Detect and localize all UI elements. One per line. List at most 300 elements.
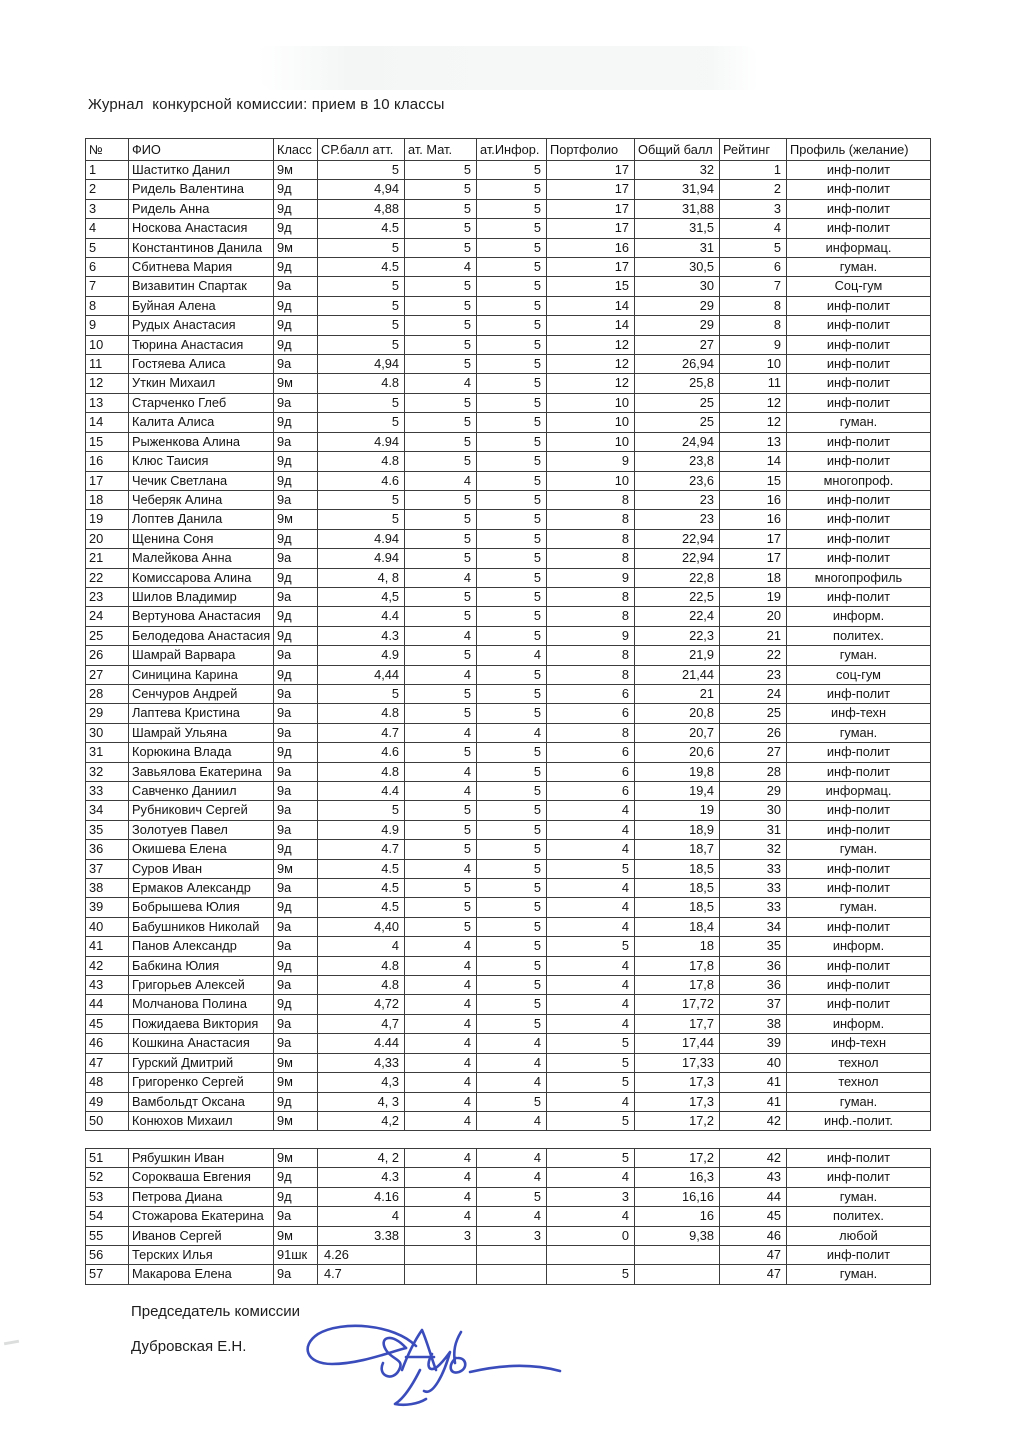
cell-rating: 35: [720, 937, 787, 956]
cell-fio: Молчанова Полина: [129, 995, 274, 1014]
cell-num: 53: [86, 1187, 129, 1206]
cell-profile: соц-гум: [787, 665, 931, 684]
table-row: [86, 316, 931, 335]
cell-class: 9а: [274, 704, 318, 723]
header-row: [86, 139, 931, 161]
cell-portfolio: 8: [547, 723, 635, 742]
cell-rating: 33: [720, 859, 787, 878]
cell-math: 4: [405, 665, 477, 684]
cell-profile: инф-полит: [787, 587, 931, 606]
cell-informatics: 4: [477, 1034, 547, 1053]
cell-total: 17,44: [635, 1034, 720, 1053]
cell-class: 9д: [274, 180, 318, 199]
cell-class: 9м: [274, 510, 318, 529]
cell-avg-attestat: 4: [318, 937, 405, 956]
cell-num: 48: [86, 1073, 129, 1092]
cell-profile: инф-полит: [787, 296, 931, 315]
cell-informatics: 5: [477, 413, 547, 432]
cell-rating: 16: [720, 490, 787, 509]
cell-informatics: 5: [477, 1187, 547, 1206]
table-row: [86, 607, 931, 626]
cell-math: 5: [405, 529, 477, 548]
cell-class: 9м: [274, 1053, 318, 1072]
cell-avg-attestat: 5: [318, 393, 405, 412]
cell-total: 19,4: [635, 782, 720, 801]
cell-profile: инф-полит: [787, 510, 931, 529]
cell-profile: гуман.: [787, 898, 931, 917]
cell-informatics: 5: [477, 490, 547, 509]
cell-portfolio: 6: [547, 762, 635, 781]
cell-math: 4: [405, 1111, 477, 1130]
cell-fio: Гостяева Алиса: [129, 355, 274, 374]
cell-rating: 2: [720, 180, 787, 199]
cell-avg-attestat: 4: [318, 1207, 405, 1226]
cell-total: 20,6: [635, 743, 720, 762]
cell-informatics: 5: [477, 684, 547, 703]
cell-fio: Чеберяк Алина: [129, 490, 274, 509]
cell-math: 5: [405, 180, 477, 199]
cell-fio: Ридель Валентина: [129, 180, 274, 199]
cell-avg-attestat: 4.16: [318, 1187, 405, 1206]
cell-rating: 10: [720, 355, 787, 374]
cell-math: 5: [405, 879, 477, 898]
cell-informatics: [477, 1265, 547, 1284]
cell-informatics: 4: [477, 1149, 547, 1168]
cell-informatics: 5: [477, 432, 547, 451]
header-rating: Рейтинг: [720, 139, 787, 161]
cell-rating: 47: [720, 1246, 787, 1265]
cell-total: 31,94: [635, 180, 720, 199]
cell-fio: Константинов Данила: [129, 238, 274, 257]
cell-num: 43: [86, 976, 129, 995]
cell-total: 24,94: [635, 432, 720, 451]
cell-total: 18,5: [635, 879, 720, 898]
cell-math: 4: [405, 995, 477, 1014]
cell-num: 3: [86, 199, 129, 218]
cell-profile: инф-полит: [787, 917, 931, 936]
cell-math: 5: [405, 413, 477, 432]
cell-math: 5: [405, 432, 477, 451]
cell-math: [405, 1246, 477, 1265]
cell-avg-attestat: 4.94: [318, 549, 405, 568]
table-row: [86, 879, 931, 898]
cell-rating: 15: [720, 471, 787, 490]
table-row: [86, 684, 931, 703]
cell-informatics: [477, 1246, 547, 1265]
cell-profile: инф-полит: [787, 684, 931, 703]
cell-math: 4: [405, 626, 477, 645]
cell-fio: Клюс Таисия: [129, 452, 274, 471]
table-row: [86, 665, 931, 684]
cell-fio: Комиссарова Алина: [129, 568, 274, 587]
table-row: [86, 1265, 931, 1284]
cell-fio: Григорьев Алексей: [129, 976, 274, 995]
cell-class: 9а: [274, 393, 318, 412]
table-row: [86, 335, 931, 354]
cell-informatics: 5: [477, 762, 547, 781]
table-row: [86, 859, 931, 878]
cell-num: 11: [86, 355, 129, 374]
cell-informatics: 5: [477, 626, 547, 645]
cell-avg-attestat: 4.8: [318, 976, 405, 995]
cell-math: 5: [405, 219, 477, 238]
table-row: [86, 1168, 931, 1187]
cell-num: 25: [86, 626, 129, 645]
cell-profile: инф-полит: [787, 432, 931, 451]
cell-avg-attestat: 5: [318, 510, 405, 529]
cell-profile: информ.: [787, 1014, 931, 1033]
cell-fio: Рудых Анастасия: [129, 316, 274, 335]
cell-fio: Конюхов Михаил: [129, 1111, 274, 1130]
cell-math: 4: [405, 1014, 477, 1033]
cell-total: 21,44: [635, 665, 720, 684]
cell-num: 36: [86, 840, 129, 859]
cell-informatics: 5: [477, 471, 547, 490]
table-row: [86, 219, 931, 238]
cell-num: 24: [86, 607, 129, 626]
cell-num: 35: [86, 820, 129, 839]
cell-total: 18,5: [635, 859, 720, 878]
cell-class: 9д: [274, 413, 318, 432]
cell-fio: Макарова Елена: [129, 1265, 274, 1284]
table-row: [86, 995, 931, 1014]
cell-num: 9: [86, 316, 129, 335]
cell-avg-attestat: 4.8: [318, 956, 405, 975]
cell-num: 33: [86, 782, 129, 801]
cell-fio: Сенчуров Андрей: [129, 684, 274, 703]
cell-num: 6: [86, 258, 129, 277]
cell-profile: политех.: [787, 626, 931, 645]
cell-fio: Терских Илья: [129, 1246, 274, 1265]
cell-total: 21: [635, 684, 720, 703]
table-row: [86, 1034, 931, 1053]
cell-portfolio: 4: [547, 801, 635, 820]
cell-math: 5: [405, 917, 477, 936]
cell-class: 9м: [274, 374, 318, 393]
cell-portfolio: 5: [547, 937, 635, 956]
cell-class: 9а: [274, 684, 318, 703]
cell-informatics: 5: [477, 296, 547, 315]
cell-num: 16: [86, 452, 129, 471]
cell-class: 91шк: [274, 1246, 318, 1265]
cell-informatics: 5: [477, 665, 547, 684]
cell-profile: инф-полит: [787, 316, 931, 335]
cell-class: 9д: [274, 1092, 318, 1111]
cell-informatics: 5: [477, 238, 547, 257]
cell-rating: 17: [720, 529, 787, 548]
table-row: [86, 180, 931, 199]
cell-avg-attestat: 5: [318, 413, 405, 432]
cell-portfolio: 5: [547, 1053, 635, 1072]
cell-num: 30: [86, 723, 129, 742]
cell-math: 4: [405, 937, 477, 956]
cell-math: 5: [405, 607, 477, 626]
cell-rating: 37: [720, 995, 787, 1014]
cell-total: 23: [635, 510, 720, 529]
cell-rating: 3: [720, 199, 787, 218]
cell-portfolio: 17: [547, 180, 635, 199]
table-row: [86, 917, 931, 936]
cell-avg-attestat: 4,88: [318, 199, 405, 218]
cell-num: 49: [86, 1092, 129, 1111]
cell-class: 9д: [274, 316, 318, 335]
cell-rating: 21: [720, 626, 787, 645]
cell-avg-attestat: 4,94: [318, 180, 405, 199]
header-avg-attestat: СР.балл атт.: [318, 139, 405, 161]
cell-profile: инф-полит: [787, 956, 931, 975]
cell-class: 9д: [274, 898, 318, 917]
cell-total: 17,2: [635, 1149, 720, 1168]
cell-math: 5: [405, 296, 477, 315]
cell-num: 22: [86, 568, 129, 587]
cell-math: 5: [405, 743, 477, 762]
cell-rating: 47: [720, 1265, 787, 1284]
cell-math: 5: [405, 840, 477, 859]
cell-fio: Савченко Даниил: [129, 782, 274, 801]
cell-fio: Вертунова Анастасия: [129, 607, 274, 626]
cell-avg-attestat: 4.9: [318, 820, 405, 839]
cell-portfolio: 17: [547, 258, 635, 277]
cell-fio: Малейкова Анна: [129, 549, 274, 568]
cell-portfolio: 10: [547, 413, 635, 432]
table-row: [86, 490, 931, 509]
cell-class: 9а: [274, 723, 318, 742]
cell-class: 9а: [274, 277, 318, 296]
cell-num: 1: [86, 161, 129, 180]
cell-num: 8: [86, 296, 129, 315]
committee-chair-name: Дубровская Е.Н.: [131, 1338, 247, 1355]
cell-rating: 6: [720, 258, 787, 277]
table-row: [86, 238, 931, 257]
cell-num: 19: [86, 510, 129, 529]
cell-informatics: 5: [477, 801, 547, 820]
cell-informatics: 5: [477, 743, 547, 762]
cell-avg-attestat: 4.8: [318, 374, 405, 393]
cell-portfolio: 9: [547, 452, 635, 471]
cell-profile: технол: [787, 1053, 931, 1072]
cell-rating: 8: [720, 296, 787, 315]
cell-class: 9а: [274, 801, 318, 820]
cell-math: 5: [405, 452, 477, 471]
cell-num: 34: [86, 801, 129, 820]
cell-math: 5: [405, 316, 477, 335]
cell-total: 26,94: [635, 355, 720, 374]
cell-class: 9м: [274, 1111, 318, 1130]
table-row: [86, 782, 931, 801]
cell-total: 25: [635, 393, 720, 412]
cell-portfolio: 5: [547, 1111, 635, 1130]
cell-profile: гуман.: [787, 723, 931, 742]
cell-informatics: 4: [477, 1168, 547, 1187]
cell-profile: гуман.: [787, 646, 931, 665]
cell-math: 5: [405, 820, 477, 839]
cell-total: 22,94: [635, 549, 720, 568]
cell-informatics: 5: [477, 917, 547, 936]
cell-rating: 23: [720, 665, 787, 684]
cell-fio: Носкова Анастасия: [129, 219, 274, 238]
cell-total: 25,8: [635, 374, 720, 393]
cell-fio: Вамбольдт Оксана: [129, 1092, 274, 1111]
cell-informatics: 4: [477, 646, 547, 665]
cell-rating: 5: [720, 238, 787, 257]
cell-num: 15: [86, 432, 129, 451]
cell-portfolio: 4: [547, 1168, 635, 1187]
cell-portfolio: 14: [547, 316, 635, 335]
cell-avg-attestat: 4.8: [318, 762, 405, 781]
cell-fio: Буйная Алена: [129, 296, 274, 315]
cell-math: 4: [405, 1053, 477, 1072]
cell-rating: 41: [720, 1092, 787, 1111]
cell-total: 16,16: [635, 1187, 720, 1206]
cell-profile: инф-полит: [787, 180, 931, 199]
cell-num: 31: [86, 743, 129, 762]
cell-class: 9а: [274, 820, 318, 839]
cell-portfolio: 8: [547, 646, 635, 665]
cell-avg-attestat: 4.7: [318, 840, 405, 859]
cell-total: 30,5: [635, 258, 720, 277]
cell-profile: инф-полит: [787, 1246, 931, 1265]
table-row: [86, 296, 931, 315]
cell-avg-attestat: 4.26: [318, 1246, 405, 1265]
cell-class: 9а: [274, 1265, 318, 1284]
cell-num: 12: [86, 374, 129, 393]
cell-math: 5: [405, 704, 477, 723]
cell-avg-attestat: 4.7: [318, 723, 405, 742]
cell-profile: любой: [787, 1226, 931, 1245]
cell-fio: Синицина Карина: [129, 665, 274, 684]
cell-fio: Старченко Глеб: [129, 393, 274, 412]
table-row: [86, 723, 931, 742]
cell-avg-attestat: 4,5: [318, 587, 405, 606]
cell-avg-attestat: 4.5: [318, 258, 405, 277]
cell-math: 4: [405, 859, 477, 878]
cell-profile: инф-полит: [787, 995, 931, 1014]
cell-avg-attestat: 4.3: [318, 1168, 405, 1187]
cell-class: 9д: [274, 529, 318, 548]
cell-fio: Рябушкин Иван: [129, 1149, 274, 1168]
cell-fio: Чечик Светлана: [129, 471, 274, 490]
cell-total: 32: [635, 161, 720, 180]
cell-total: 9,38: [635, 1226, 720, 1245]
table-row: [86, 199, 931, 218]
cell-math: 5: [405, 587, 477, 606]
cell-total: 18,7: [635, 840, 720, 859]
cell-total: 23: [635, 490, 720, 509]
cell-class: 9а: [274, 879, 318, 898]
cell-class: 9м: [274, 1149, 318, 1168]
cell-class: 9а: [274, 355, 318, 374]
cell-rating: 32: [720, 840, 787, 859]
cell-num: 26: [86, 646, 129, 665]
cell-total: 16: [635, 1207, 720, 1226]
cell-num: 38: [86, 879, 129, 898]
cell-class: 9а: [274, 782, 318, 801]
table-row: [86, 704, 931, 723]
cell-total: 17,8: [635, 976, 720, 995]
cell-fio: Уткин Михаил: [129, 374, 274, 393]
cell-total: 19: [635, 801, 720, 820]
cell-informatics: 5: [477, 568, 547, 587]
header-total: Общий балл: [635, 139, 720, 161]
scan-artifact: [258, 46, 758, 90]
cell-portfolio: 4: [547, 1207, 635, 1226]
cell-portfolio: 12: [547, 374, 635, 393]
cell-rating: 42: [720, 1111, 787, 1130]
cell-portfolio: 4: [547, 898, 635, 917]
cell-num: 18: [86, 490, 129, 509]
cell-total: 23,6: [635, 471, 720, 490]
cell-num: 57: [86, 1265, 129, 1284]
cell-portfolio: 8: [547, 607, 635, 626]
cell-fio: Корюкина Влада: [129, 743, 274, 762]
cell-rating: 36: [720, 976, 787, 995]
cell-portfolio: 8: [547, 490, 635, 509]
cell-num: 45: [86, 1014, 129, 1033]
cell-portfolio: 6: [547, 782, 635, 801]
table-row: [86, 1014, 931, 1033]
cell-avg-attestat: 4.8: [318, 704, 405, 723]
cell-fio: Щенина Соня: [129, 529, 274, 548]
cell-avg-attestat: 4.5: [318, 879, 405, 898]
cell-avg-attestat: 4.94: [318, 432, 405, 451]
cell-math: 5: [405, 238, 477, 257]
cell-avg-attestat: 4.5: [318, 898, 405, 917]
cell-fio: Тюрина Анастасия: [129, 335, 274, 354]
cell-portfolio: 5: [547, 1265, 635, 1284]
cell-total: 29: [635, 296, 720, 315]
cell-rating: 17: [720, 549, 787, 568]
cell-avg-attestat: 5: [318, 335, 405, 354]
cell-portfolio: [547, 1246, 635, 1265]
cell-avg-attestat: 4,94: [318, 355, 405, 374]
cell-portfolio: 4: [547, 917, 635, 936]
cell-fio: Шамрай Варвара: [129, 646, 274, 665]
cell-rating: 18: [720, 568, 787, 587]
cell-math: 5: [405, 335, 477, 354]
cell-class: 9д: [274, 743, 318, 762]
cell-total: 25: [635, 413, 720, 432]
cell-avg-attestat: 3.38: [318, 1226, 405, 1245]
header-math: ат. Мат.: [405, 139, 477, 161]
cell-portfolio: 3: [547, 1187, 635, 1206]
cell-informatics: 5: [477, 898, 547, 917]
cell-fio: Бабушников Николай: [129, 917, 274, 936]
admissions-table-rows-1-50: [85, 138, 931, 1131]
cell-class: 9д: [274, 568, 318, 587]
cell-fio: Ермаков Александр: [129, 879, 274, 898]
cell-fio: Шамрай Ульяна: [129, 723, 274, 742]
header-num: №: [86, 139, 129, 161]
cell-informatics: 5: [477, 976, 547, 995]
cell-math: 5: [405, 549, 477, 568]
cell-avg-attestat: 4, 2: [318, 1149, 405, 1168]
cell-total: 20,7: [635, 723, 720, 742]
cell-portfolio: 10: [547, 432, 635, 451]
cell-class: 9м: [274, 161, 318, 180]
cell-informatics: 5: [477, 859, 547, 878]
cell-informatics: 5: [477, 258, 547, 277]
cell-fio: Визавитин Спартак: [129, 277, 274, 296]
cell-total: 16,3: [635, 1168, 720, 1187]
cell-rating: 34: [720, 917, 787, 936]
cell-profile: инф-полит: [787, 452, 931, 471]
cell-profile: многопроф.: [787, 471, 931, 490]
table-row: [86, 355, 931, 374]
cell-profile: инф-полит: [787, 801, 931, 820]
cell-fio: Рыженкова Алина: [129, 432, 274, 451]
cell-num: 51: [86, 1149, 129, 1168]
cell-rating: 46: [720, 1226, 787, 1245]
